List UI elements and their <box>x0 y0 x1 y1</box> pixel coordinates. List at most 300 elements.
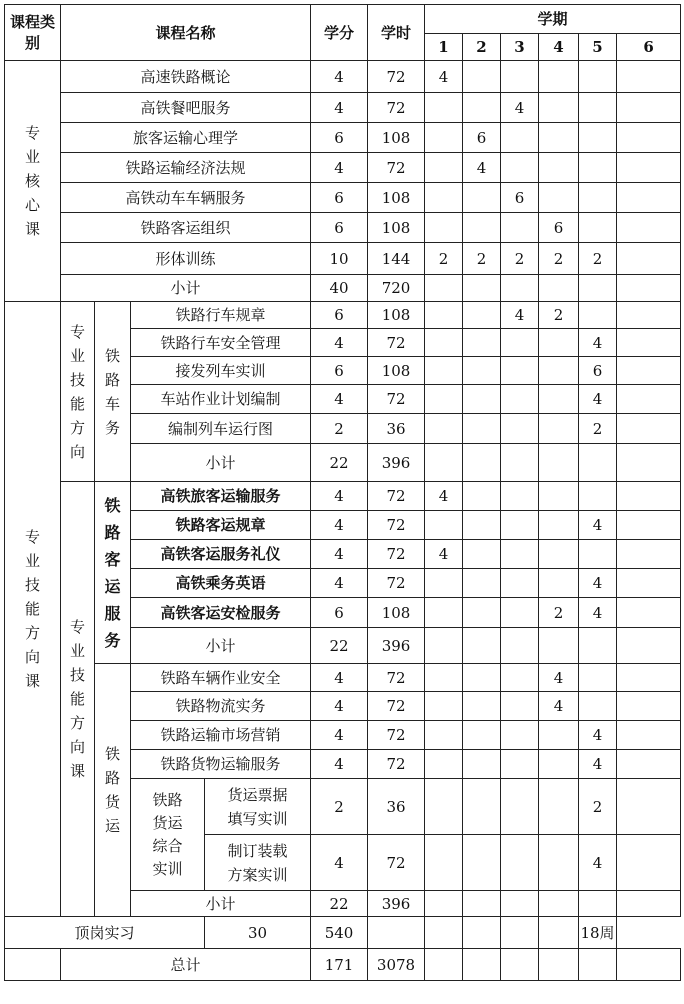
group-skill-2 <box>61 482 95 917</box>
group-car-service-label: 铁路车务 <box>104 346 120 437</box>
course-name: 铁路车辆作业安全 <box>131 664 311 692</box>
hours-cell: 144 <box>368 243 425 275</box>
term-cell <box>425 357 463 385</box>
hours-cell: 72 <box>368 569 425 598</box>
term-cell <box>425 664 463 692</box>
term-cell <box>463 917 501 949</box>
term-cell: 4 <box>579 598 617 628</box>
term-cell <box>539 93 579 123</box>
term-cell <box>617 444 681 482</box>
credits-cell: 4 <box>311 385 368 414</box>
term-cell <box>579 123 617 153</box>
term-cell <box>579 275 617 302</box>
term-cell <box>501 385 539 414</box>
term-cell <box>425 123 463 153</box>
term-cell: 4 <box>539 692 579 721</box>
term-cell <box>617 949 681 981</box>
term-cell: 2 <box>539 302 579 329</box>
group-passenger-service-label: 铁路客运服务 <box>104 495 121 650</box>
hours-cell: 72 <box>368 664 425 692</box>
term-cell <box>539 61 579 93</box>
course-name: 小计 <box>61 275 311 302</box>
term-cell <box>463 511 501 540</box>
group-freight <box>95 664 131 917</box>
term-cell <box>463 414 501 444</box>
credits-cell: 4 <box>311 721 368 750</box>
header-term-3: 3 <box>501 34 539 61</box>
term-cell <box>425 949 463 981</box>
term-cell <box>425 302 463 329</box>
hours-cell: 396 <box>368 891 425 917</box>
hours-cell: 108 <box>368 302 425 329</box>
term-cell <box>463 949 501 981</box>
term-cell <box>539 917 579 949</box>
term-cell <box>425 329 463 357</box>
term-cell <box>617 93 681 123</box>
course-name <box>205 835 311 891</box>
hours-cell: 108 <box>368 357 425 385</box>
term-cell <box>501 750 539 779</box>
credits-cell: 4 <box>311 664 368 692</box>
term-cell <box>501 664 539 692</box>
hours-cell: 72 <box>368 835 425 891</box>
term-cell <box>617 598 681 628</box>
course-name: 高铁动车车辆服务 <box>61 183 311 213</box>
course-name: 高铁餐吧服务 <box>61 93 311 123</box>
term-cell <box>617 628 681 664</box>
credits-cell: 6 <box>311 213 368 243</box>
term-cell <box>463 357 501 385</box>
term-cell <box>463 444 501 482</box>
term-cell <box>463 835 501 891</box>
term-cell <box>617 835 681 891</box>
group-freight-comprehensive <box>131 779 205 891</box>
course-name: 小计 <box>131 891 311 917</box>
term-cell <box>425 511 463 540</box>
term-cell: 2 <box>539 243 579 275</box>
term-cell <box>463 569 501 598</box>
term-cell: 4 <box>425 540 463 569</box>
hours-cell: 3078 <box>368 949 425 981</box>
term-cell <box>425 93 463 123</box>
term-cell <box>617 664 681 692</box>
term-cell <box>617 213 681 243</box>
group-skill-1-label: 专业技能方向 <box>69 322 85 461</box>
term-cell: 4 <box>579 385 617 414</box>
hours-cell: 72 <box>368 721 425 750</box>
hours-cell: 36 <box>368 414 425 444</box>
term-cell <box>501 153 539 183</box>
credits-cell: 30 <box>205 917 311 949</box>
term-cell: 4 <box>579 329 617 357</box>
term-cell <box>501 123 539 153</box>
term-cell <box>539 482 579 511</box>
term-cell <box>579 664 617 692</box>
subtotal-row <box>5 275 681 302</box>
group-passenger-service <box>95 482 131 664</box>
term-cell <box>539 123 579 153</box>
term-cell <box>463 598 501 628</box>
hours-cell: 72 <box>368 385 425 414</box>
curriculum-table <box>4 4 681 981</box>
term-cell <box>617 357 681 385</box>
term-cell <box>617 721 681 750</box>
term-cell: 4 <box>579 511 617 540</box>
course-name: 铁路货物运输服务 <box>131 750 311 779</box>
hours-cell: 72 <box>368 750 425 779</box>
course-name: 铁路运输经济法规 <box>61 153 311 183</box>
term-cell <box>539 835 579 891</box>
term-cell <box>501 598 539 628</box>
term-cell <box>579 949 617 981</box>
term-cell <box>617 302 681 329</box>
credits-cell: 4 <box>311 511 368 540</box>
term-cell <box>368 917 425 949</box>
term-cell <box>617 891 681 917</box>
credits-cell: 2 <box>311 779 368 835</box>
term-cell <box>501 949 539 981</box>
total-row <box>5 949 681 981</box>
term-cell <box>539 357 579 385</box>
term-cell: 4 <box>463 153 501 183</box>
term-cell <box>579 628 617 664</box>
term-cell <box>501 779 539 835</box>
term-cell <box>617 153 681 183</box>
term-cell <box>501 414 539 444</box>
credits-cell: 171 <box>311 949 368 981</box>
term-cell <box>579 93 617 123</box>
term-cell <box>617 275 681 302</box>
term-cell <box>463 779 501 835</box>
credits-cell: 40 <box>311 275 368 302</box>
hours-cell: 396 <box>368 444 425 482</box>
group-skill-1 <box>61 302 95 482</box>
term-cell <box>539 540 579 569</box>
credits-cell: 4 <box>311 540 368 569</box>
table-row <box>5 123 681 153</box>
course-name <box>205 779 311 835</box>
term-cell <box>579 183 617 213</box>
hours-cell: 72 <box>368 329 425 357</box>
term-cell <box>463 61 501 93</box>
term-cell: 4 <box>579 721 617 750</box>
term-cell: 4 <box>539 664 579 692</box>
course-name: 高铁旅客运输服务 <box>131 482 311 511</box>
credits-cell: 6 <box>311 598 368 628</box>
term-cell <box>463 183 501 213</box>
term-cell <box>463 540 501 569</box>
hours-cell: 72 <box>368 153 425 183</box>
term-cell <box>539 511 579 540</box>
credits-cell: 22 <box>311 628 368 664</box>
term-cell <box>539 329 579 357</box>
table-row <box>5 664 681 692</box>
course-name: 车站作业计划编制 <box>131 385 311 414</box>
term-cell <box>501 721 539 750</box>
group-direction <box>5 302 61 917</box>
table-row <box>5 153 681 183</box>
term-cell: 18周 <box>579 917 617 949</box>
term-cell: 6 <box>501 183 539 213</box>
term-cell: 4 <box>501 93 539 123</box>
term-cell <box>501 917 539 949</box>
course-name: 形体训练 <box>61 243 311 275</box>
term-cell <box>617 385 681 414</box>
term-cell <box>501 628 539 664</box>
table-row <box>5 243 681 275</box>
term-cell: 2 <box>579 414 617 444</box>
group-core-label: 专业核心课 <box>24 124 40 238</box>
credits-cell: 2 <box>311 414 368 444</box>
term-cell <box>463 891 501 917</box>
course-name: 铁路行车安全管理 <box>131 329 311 357</box>
credits-cell: 4 <box>311 569 368 598</box>
credits-cell: 4 <box>311 750 368 779</box>
term-cell <box>617 569 681 598</box>
credits-cell: 22 <box>311 444 368 482</box>
credits-cell: 22 <box>311 891 368 917</box>
term-cell <box>579 213 617 243</box>
hours-cell: 396 <box>368 628 425 664</box>
group-direction-label: 专业技能方向课 <box>24 528 40 690</box>
term-cell <box>425 721 463 750</box>
table-row <box>5 93 681 123</box>
term-cell <box>425 917 463 949</box>
table-row <box>5 61 681 93</box>
term-cell <box>463 664 501 692</box>
term-cell <box>425 275 463 302</box>
credits-cell: 4 <box>311 93 368 123</box>
group-car-service <box>95 302 131 482</box>
term-cell: 4 <box>501 302 539 329</box>
header-category: 课程类别 <box>5 5 61 61</box>
credits-cell: 4 <box>311 482 368 511</box>
group-skill-2-label: 专业技能方向课 <box>69 618 85 780</box>
term-cell <box>463 750 501 779</box>
term-cell <box>501 329 539 357</box>
course-name-text: 货运票据填写实训 <box>227 785 288 828</box>
term-cell <box>579 153 617 183</box>
credits-cell: 10 <box>311 243 368 275</box>
term-cell <box>501 891 539 917</box>
hours-cell: 108 <box>368 123 425 153</box>
course-name: 铁路运输市场营销 <box>131 721 311 750</box>
term-cell <box>425 183 463 213</box>
course-name: 铁路客运组织 <box>61 213 311 243</box>
term-cell <box>501 213 539 243</box>
course-name: 高速铁路概论 <box>61 61 311 93</box>
header-course-name: 课程名称 <box>61 5 311 61</box>
term-cell <box>501 569 539 598</box>
term-cell: 4 <box>579 750 617 779</box>
table-row <box>5 183 681 213</box>
term-cell <box>463 482 501 511</box>
term-cell: 4 <box>425 482 463 511</box>
term-cell <box>501 357 539 385</box>
term-cell <box>617 243 681 275</box>
term-cell <box>617 183 681 213</box>
term-cell <box>579 692 617 721</box>
term-cell <box>463 275 501 302</box>
term-cell <box>463 213 501 243</box>
header-semester: 学期 <box>425 5 681 34</box>
credits-cell: 4 <box>311 153 368 183</box>
term-cell <box>501 61 539 93</box>
term-cell: 4 <box>425 61 463 93</box>
group-core <box>5 61 61 302</box>
credits-cell: 4 <box>311 61 368 93</box>
term-cell: 2 <box>539 598 579 628</box>
credits-cell: 6 <box>311 183 368 213</box>
hours-cell: 540 <box>311 917 368 949</box>
term-cell <box>617 750 681 779</box>
term-cell <box>425 891 463 917</box>
course-name: 顶岗实习 <box>5 917 205 949</box>
term-cell <box>539 779 579 835</box>
term-cell: 6 <box>463 123 501 153</box>
term-cell <box>501 835 539 891</box>
total-blank <box>5 949 61 981</box>
header-term-2: 2 <box>463 34 501 61</box>
term-cell <box>501 482 539 511</box>
credits-cell: 6 <box>311 123 368 153</box>
term-cell <box>579 444 617 482</box>
term-cell <box>539 153 579 183</box>
term-cell <box>539 628 579 664</box>
term-cell: 4 <box>579 835 617 891</box>
course-name: 铁路行车规章 <box>131 302 311 329</box>
course-name: 小计 <box>131 628 311 664</box>
term-cell <box>539 891 579 917</box>
term-cell <box>425 569 463 598</box>
term-cell <box>425 628 463 664</box>
term-cell <box>425 213 463 243</box>
term-cell <box>425 598 463 628</box>
term-cell <box>539 750 579 779</box>
term-cell <box>463 628 501 664</box>
term-cell: 6 <box>579 357 617 385</box>
term-cell: 6 <box>539 213 579 243</box>
header-term-5: 5 <box>579 34 617 61</box>
term-cell <box>501 511 539 540</box>
hours-cell: 72 <box>368 61 425 93</box>
header-hours: 学时 <box>368 5 425 61</box>
term-cell <box>617 511 681 540</box>
term-cell <box>539 183 579 213</box>
term-cell <box>617 482 681 511</box>
term-cell: 2 <box>425 243 463 275</box>
term-cell <box>501 275 539 302</box>
term-cell <box>539 275 579 302</box>
hours-cell: 108 <box>368 598 425 628</box>
course-name: 总计 <box>61 949 311 981</box>
term-cell <box>539 949 579 981</box>
term-cell <box>425 414 463 444</box>
term-cell <box>463 385 501 414</box>
course-name: 旅客运输心理学 <box>61 123 311 153</box>
term-cell: 2 <box>463 243 501 275</box>
term-cell <box>617 123 681 153</box>
table-row <box>5 213 681 243</box>
course-name: 小计 <box>131 444 311 482</box>
course-name: 高铁客运安检服务 <box>131 598 311 628</box>
hours-cell: 72 <box>368 482 425 511</box>
course-name: 编制列车运行图 <box>131 414 311 444</box>
term-cell: 2 <box>501 243 539 275</box>
term-cell: 2 <box>579 243 617 275</box>
term-cell <box>617 61 681 93</box>
course-name-text: 制订装载方案实训 <box>227 841 288 884</box>
term-cell <box>579 891 617 917</box>
term-cell: 4 <box>579 569 617 598</box>
table-row <box>5 482 681 511</box>
group-freight-comprehensive-label: 铁路货运综合实训 <box>152 790 183 878</box>
term-cell <box>617 779 681 835</box>
term-cell <box>463 93 501 123</box>
term-cell <box>617 540 681 569</box>
course-name: 高铁客运服务礼仪 <box>131 540 311 569</box>
term-cell <box>579 482 617 511</box>
internship-row <box>5 917 681 949</box>
group-freight-label: 铁路货运 <box>104 745 120 835</box>
term-cell <box>425 444 463 482</box>
term-cell <box>463 302 501 329</box>
term-cell <box>617 692 681 721</box>
credits-cell: 4 <box>311 835 368 891</box>
course-name: 铁路物流实务 <box>131 692 311 721</box>
course-name: 高铁乘务英语 <box>131 569 311 598</box>
term-cell <box>501 692 539 721</box>
term-cell <box>539 414 579 444</box>
header-term-4: 4 <box>539 34 579 61</box>
term-cell <box>579 61 617 93</box>
hours-cell: 108 <box>368 213 425 243</box>
term-cell <box>539 444 579 482</box>
header-credits: 学分 <box>311 5 368 61</box>
term-cell <box>617 414 681 444</box>
credits-cell: 6 <box>311 302 368 329</box>
term-cell <box>425 750 463 779</box>
term-cell <box>463 721 501 750</box>
term-cell <box>463 329 501 357</box>
term-cell <box>539 569 579 598</box>
hours-cell: 72 <box>368 511 425 540</box>
term-cell <box>425 692 463 721</box>
term-cell <box>579 540 617 569</box>
credits-cell: 4 <box>311 692 368 721</box>
hours-cell: 720 <box>368 275 425 302</box>
term-cell <box>501 540 539 569</box>
table-row <box>5 302 681 329</box>
hours-cell: 108 <box>368 183 425 213</box>
term-cell <box>425 835 463 891</box>
credits-cell: 6 <box>311 357 368 385</box>
course-name: 铁路客运规章 <box>131 511 311 540</box>
header-term-1: 1 <box>425 34 463 61</box>
term-cell <box>579 302 617 329</box>
hours-cell: 72 <box>368 540 425 569</box>
term-cell <box>539 385 579 414</box>
hours-cell: 72 <box>368 93 425 123</box>
term-cell <box>425 779 463 835</box>
term-cell <box>425 153 463 183</box>
hours-cell: 72 <box>368 692 425 721</box>
term-cell <box>501 444 539 482</box>
term-cell <box>463 692 501 721</box>
credits-cell: 4 <box>311 329 368 357</box>
course-name: 接发列车实训 <box>131 357 311 385</box>
term-cell <box>425 385 463 414</box>
